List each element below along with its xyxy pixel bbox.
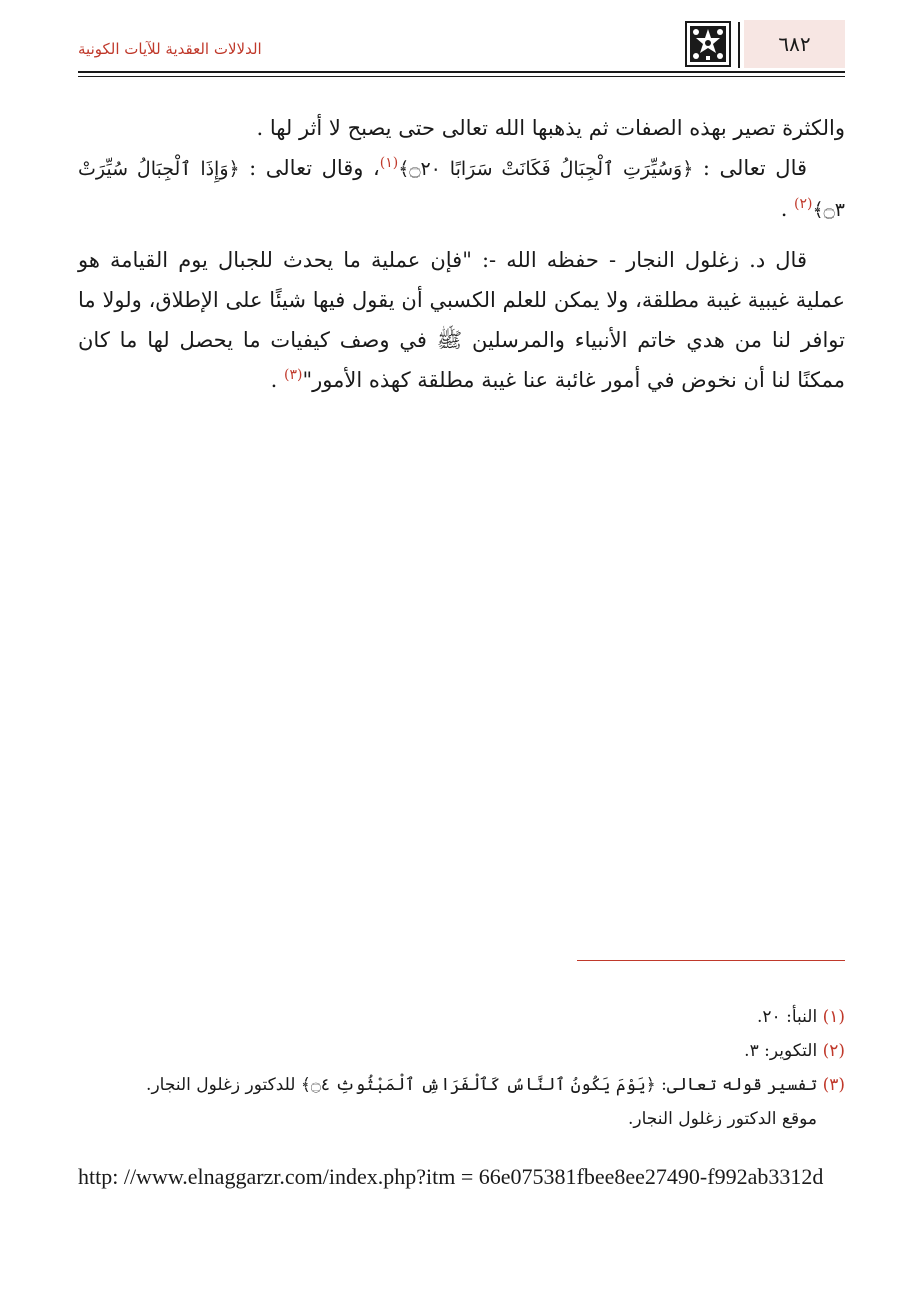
quran-verse: ﴿وَإِذَا ٱلْجِبَالُ سُيِّرَتْ ۝٣﴾ (78, 158, 845, 221)
footnote-number: (٣) (822, 1075, 845, 1095)
footnote-item (78, 1000, 845, 1034)
footnote-item (78, 1068, 845, 1102)
footnote-number: (١) (822, 1007, 845, 1027)
geometric-star-ornament-icon (684, 20, 732, 68)
paragraph-quote (78, 240, 845, 400)
footnote-ref[interactable]: (٣) (284, 367, 303, 383)
text-segment: . (270, 368, 285, 392)
source-url[interactable]: http: //www.elnaggarzr.com/index.php?itm = 66e075381fbee8ee27490-f992ab3312d (78, 1164, 824, 1189)
page-header (78, 20, 845, 72)
paragraph-continuation: والكثرة تصير بهذه الصفات ثم يذهبها الله تعالى حتى يصبح لا أثر لها . (256, 116, 845, 140)
footnotes (78, 1000, 845, 1136)
running-title: الدلالات العقدية للآيات الكونية (78, 40, 262, 58)
footnote-text: تفسير قوله تعالى: ﴿يَوْمَ يَكُونُ ٱلنَّاسُ كَٱلْفَرَاشِ ٱلْمَبْثُوثِ ۝٤﴾ للدكتور زغلول النجار. (146, 1075, 818, 1095)
header-rule-thin (78, 76, 845, 77)
footnote-item (78, 1034, 845, 1068)
quran-verse: ﴿وَسُيِّرَتِ ٱلْجِبَالُ فَكَانَتْ سَرَابًا ۝٢٠﴾ (398, 158, 694, 180)
quote-text: قال د. زغلول النجار - حفظه الله -: "فإن عملية ما يحدث للجبال يوم القيامة هو عملية غيبية غيبة مطلقة، ولا يمكن للعلم الكسبي أن يقول فيها شيئًا على الإطلاق، ولولا ما توافر لنا من هدي خاتم الأنبياء والمرسلين ﷺ في وصف كيفيات ما يحصل لها ما كان ممكنًا لنا أن نخوض في أمور غائبة عنا غيبة مطلقة كهذه الأمور" (78, 248, 845, 392)
text-segment: ، وقال تعالى : (239, 156, 380, 180)
footnote-number: (٢) (822, 1041, 845, 1061)
header-divider (738, 22, 740, 68)
text-segment: . (780, 197, 795, 221)
footnote-ref[interactable]: (١) (379, 155, 399, 171)
text-segment: قال تعالى : (693, 156, 807, 180)
footnote-continuation: موقع الدكتور زغلول النجار. (628, 1109, 817, 1129)
header-rule (78, 71, 845, 73)
main-text (78, 108, 845, 400)
paragraph-verses (78, 148, 845, 230)
footnote-separator (577, 960, 845, 961)
footnote-text: التكوير: ٣. (744, 1041, 818, 1061)
footnote-text: النبأ: ٢٠. (757, 1007, 818, 1027)
page-number: ٦٨٢ (744, 20, 845, 68)
paragraph-gap (78, 230, 845, 240)
footnote-ref[interactable]: (٢) (794, 196, 813, 212)
